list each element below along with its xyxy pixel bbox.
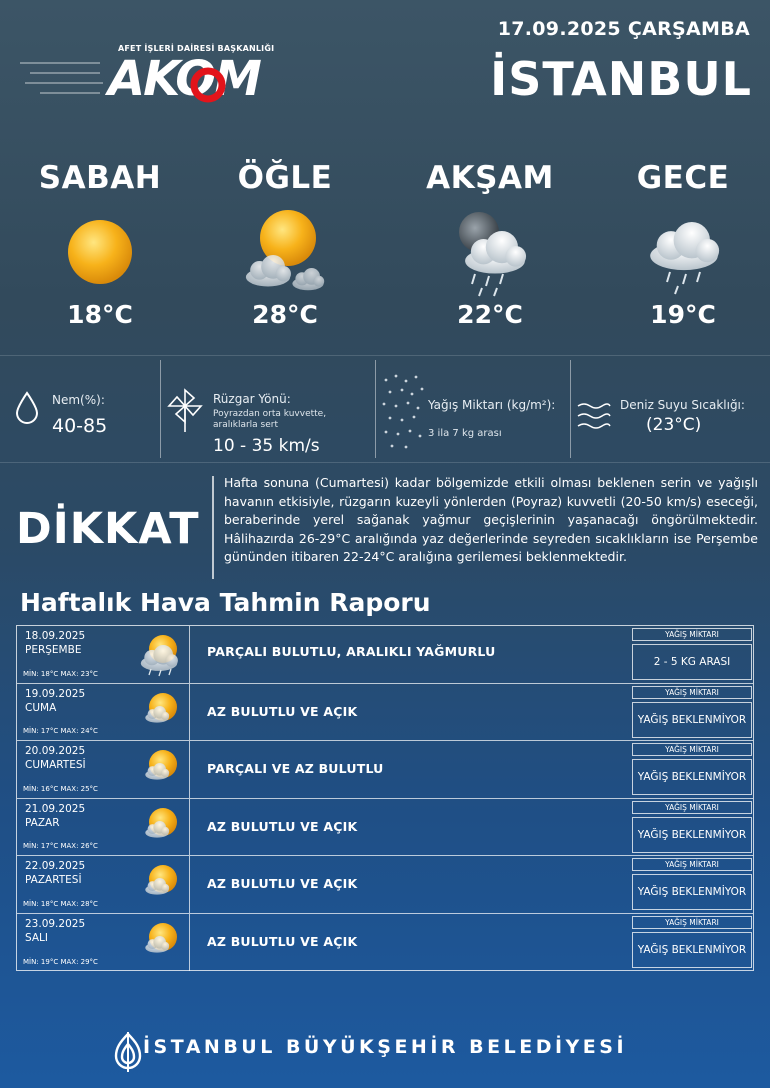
row-date-block: [25, 688, 145, 715]
logo-speed-line: [25, 82, 103, 84]
row-date: 20.09.2025: [25, 745, 86, 757]
logo-subtitle: AFET İŞLERİ DAİRESİ BAŞKANLIĞI: [118, 44, 275, 53]
rain-amount-value: YAĞIŞ BEKLENMİYOR: [632, 759, 752, 795]
column-divider: [189, 914, 190, 972]
row-day: CUMARTESİ: [25, 759, 86, 771]
period-noon: [200, 160, 370, 329]
row-day: SALI: [25, 931, 48, 944]
row-date-block: [25, 918, 145, 945]
sun-rain-cloud-icon: [129, 631, 189, 677]
row-day: PAZARTESİ: [25, 874, 82, 886]
sun-cloud-icon: [129, 919, 189, 965]
rain-amount-value: YAĞIŞ BEKLENMİYOR: [632, 817, 752, 853]
period-morning: [15, 160, 185, 329]
footer-text: İSTANBUL BÜYÜKŞEHİR BELEDİYESİ: [142, 1036, 628, 1058]
water-drop-icon: [14, 390, 40, 424]
rain-amount-header: YAĞIŞ MİKTARI: [632, 628, 752, 641]
logo-speed-line: [30, 72, 100, 74]
period-name: ÖĞLE: [237, 160, 333, 196]
row-date: 23.09.2025: [25, 917, 86, 930]
row-minmax: MİN: 18°C MAX: 28°C: [23, 899, 98, 908]
rain-amount-cell: [632, 743, 752, 796]
rain-amount-value: YAĞIŞ BEKLENMİYOR: [632, 874, 752, 910]
rain-amount-cell: [632, 858, 752, 911]
column-divider: [189, 684, 190, 741]
rain-amount-cell: [632, 916, 752, 969]
rain-amount-value: YAĞIŞ BEKLENMİYOR: [632, 932, 752, 968]
sun-cloud-icon: [230, 202, 340, 292]
sun-cloud-icon: [129, 689, 189, 735]
logo-speed-line: [20, 62, 100, 64]
row-date: 21.09.2025: [25, 802, 86, 815]
divider: [570, 360, 571, 458]
period-name: GECE: [636, 160, 730, 196]
table-row: [17, 741, 753, 799]
wind-label: Rüzgar Yönü:: [213, 392, 291, 406]
period-evening: [405, 160, 575, 329]
row-date: 18.09.2025: [25, 630, 86, 642]
row-date: 19.09.2025: [25, 687, 86, 700]
period-temp: 28°C: [252, 300, 318, 329]
weekly-table: [16, 625, 754, 971]
row-date-block: [25, 860, 145, 887]
column-divider: [189, 741, 190, 798]
row-minmax: MİN: 18°C MAX: 23°C: [23, 669, 98, 678]
rain-amount-value: 3 ila 7 kg arası: [428, 428, 502, 439]
sun-icon: [45, 202, 155, 292]
period-night: [598, 160, 768, 329]
rain-amount-header: YAĞIŞ MİKTARI: [632, 686, 752, 699]
sea-temp-label: Deniz Suyu Sıcaklığı:: [620, 398, 745, 412]
row-description: AZ BULUTLU VE AÇIK: [207, 933, 358, 949]
rain-amount-header: YAĞIŞ MİKTARI: [632, 743, 752, 756]
warning-text: Hafta sonuna (Cumartesi) kadar bölgemizde etkili olması beklenen serin ve yağışlı havanın etkisiyle, rüzgarın kuzeyli yönlerden (Poyraz) kuvvetli (20-50 km/s) eseceği, beraberinde yerel sağanak yağmur geçişlerinin yaşanacağı öngörülmektedir. Hâlihazırda 26-29°C aralığında yaz değerlerinde seyreden sıcaklıkların ise Perşembe gününden itibaren 22-24°C aralığına gerilemesi beklenmektedir.: [224, 475, 758, 565]
logo-ring-icon: [189, 66, 227, 104]
rain-amount-cell: [632, 801, 752, 854]
rain-amount-label: Yağış Miktarı (kg/m²):: [428, 398, 556, 412]
period-temp: 18°C: [67, 300, 133, 329]
sea-temp-value: (23°C): [646, 415, 702, 435]
row-date: 22.09.2025: [25, 860, 86, 872]
sun-cloud-icon: [129, 746, 189, 792]
rain-amount-header: YAĞIŞ MİKTARI: [632, 801, 752, 814]
rain-amount-cell: [632, 686, 752, 739]
row-day: CUMA: [25, 701, 57, 714]
column-divider: [189, 856, 190, 913]
row-date-block: [25, 745, 145, 772]
row-minmax: MİN: 17°C MAX: 24°C: [23, 727, 98, 735]
rain-amount-header: YAĞIŞ MİKTARI: [632, 916, 752, 929]
wind-value: 10 - 35 km/s: [213, 436, 320, 456]
rain-amount-value: 2 - 5 KG ARASI: [632, 644, 752, 680]
date-label: 17.09.2025 ÇARŞAMBA: [497, 18, 750, 40]
row-date-block: [25, 630, 145, 657]
humidity-label: Nem(%):: [52, 393, 105, 407]
period-name: AKŞAM: [426, 160, 554, 196]
city-title: İSTANBUL: [490, 52, 752, 106]
table-row: [17, 914, 753, 972]
table-row: [17, 626, 753, 684]
logo-speed-line: [40, 92, 100, 94]
table-row: [17, 684, 753, 742]
row-day: PAZAR: [25, 816, 60, 829]
row-description: PARÇALI BULUTLU, ARALIKLI YAĞMURLU: [207, 644, 496, 659]
warning-divider: [212, 476, 214, 579]
rain-cloud-icon: [628, 202, 738, 292]
divider: [375, 360, 376, 458]
humidity-value: 40-85: [52, 415, 108, 437]
sun-cloud-icon: [129, 804, 189, 850]
column-divider: [189, 799, 190, 856]
akom-logo: [108, 44, 275, 107]
rain-amount-cell: [632, 628, 752, 681]
table-row: [17, 856, 753, 914]
weekly-title: Haftalık Hava Tahmin Raporu: [20, 588, 431, 617]
row-day: PERŞEMBE: [25, 644, 82, 656]
waves-icon: [576, 398, 612, 434]
row-minmax: MİN: 17°C MAX: 26°C: [23, 842, 98, 850]
row-minmax: MİN: 16°C MAX: 25°C: [23, 784, 98, 793]
row-description: AZ BULUTLU VE AÇIK: [207, 818, 358, 834]
row-minmax: MİN: 19°C MAX: 29°C: [23, 958, 98, 966]
period-name: SABAH: [38, 160, 162, 196]
sun-cloud-icon: [129, 861, 189, 907]
row-description: AZ BULUTLU VE AÇIK: [207, 703, 358, 719]
logo-text: AKOM: [108, 51, 260, 107]
wind-desc: Poyrazdan orta kuvvette, aralıklarla sert: [213, 409, 327, 430]
pinwheel-icon: [166, 386, 204, 434]
warning-title: DİKKAT: [16, 504, 200, 554]
period-temp: 19°C: [650, 300, 716, 329]
period-temp: 22°C: [457, 300, 523, 329]
divider: [160, 360, 161, 458]
column-divider: [189, 626, 190, 683]
row-date-block: [25, 803, 145, 830]
rain-amount-value: YAĞIŞ BEKLENMİYOR: [632, 702, 752, 738]
rain-drops-icon: [380, 372, 426, 452]
row-description: AZ BULUTLU VE AÇIK: [207, 876, 358, 891]
moon-rain-cloud-icon: [435, 202, 545, 292]
table-row: [17, 799, 753, 857]
row-description: PARÇALI VE AZ BULUTLU: [207, 761, 384, 776]
rain-amount-header: YAĞIŞ MİKTARI: [632, 858, 752, 871]
